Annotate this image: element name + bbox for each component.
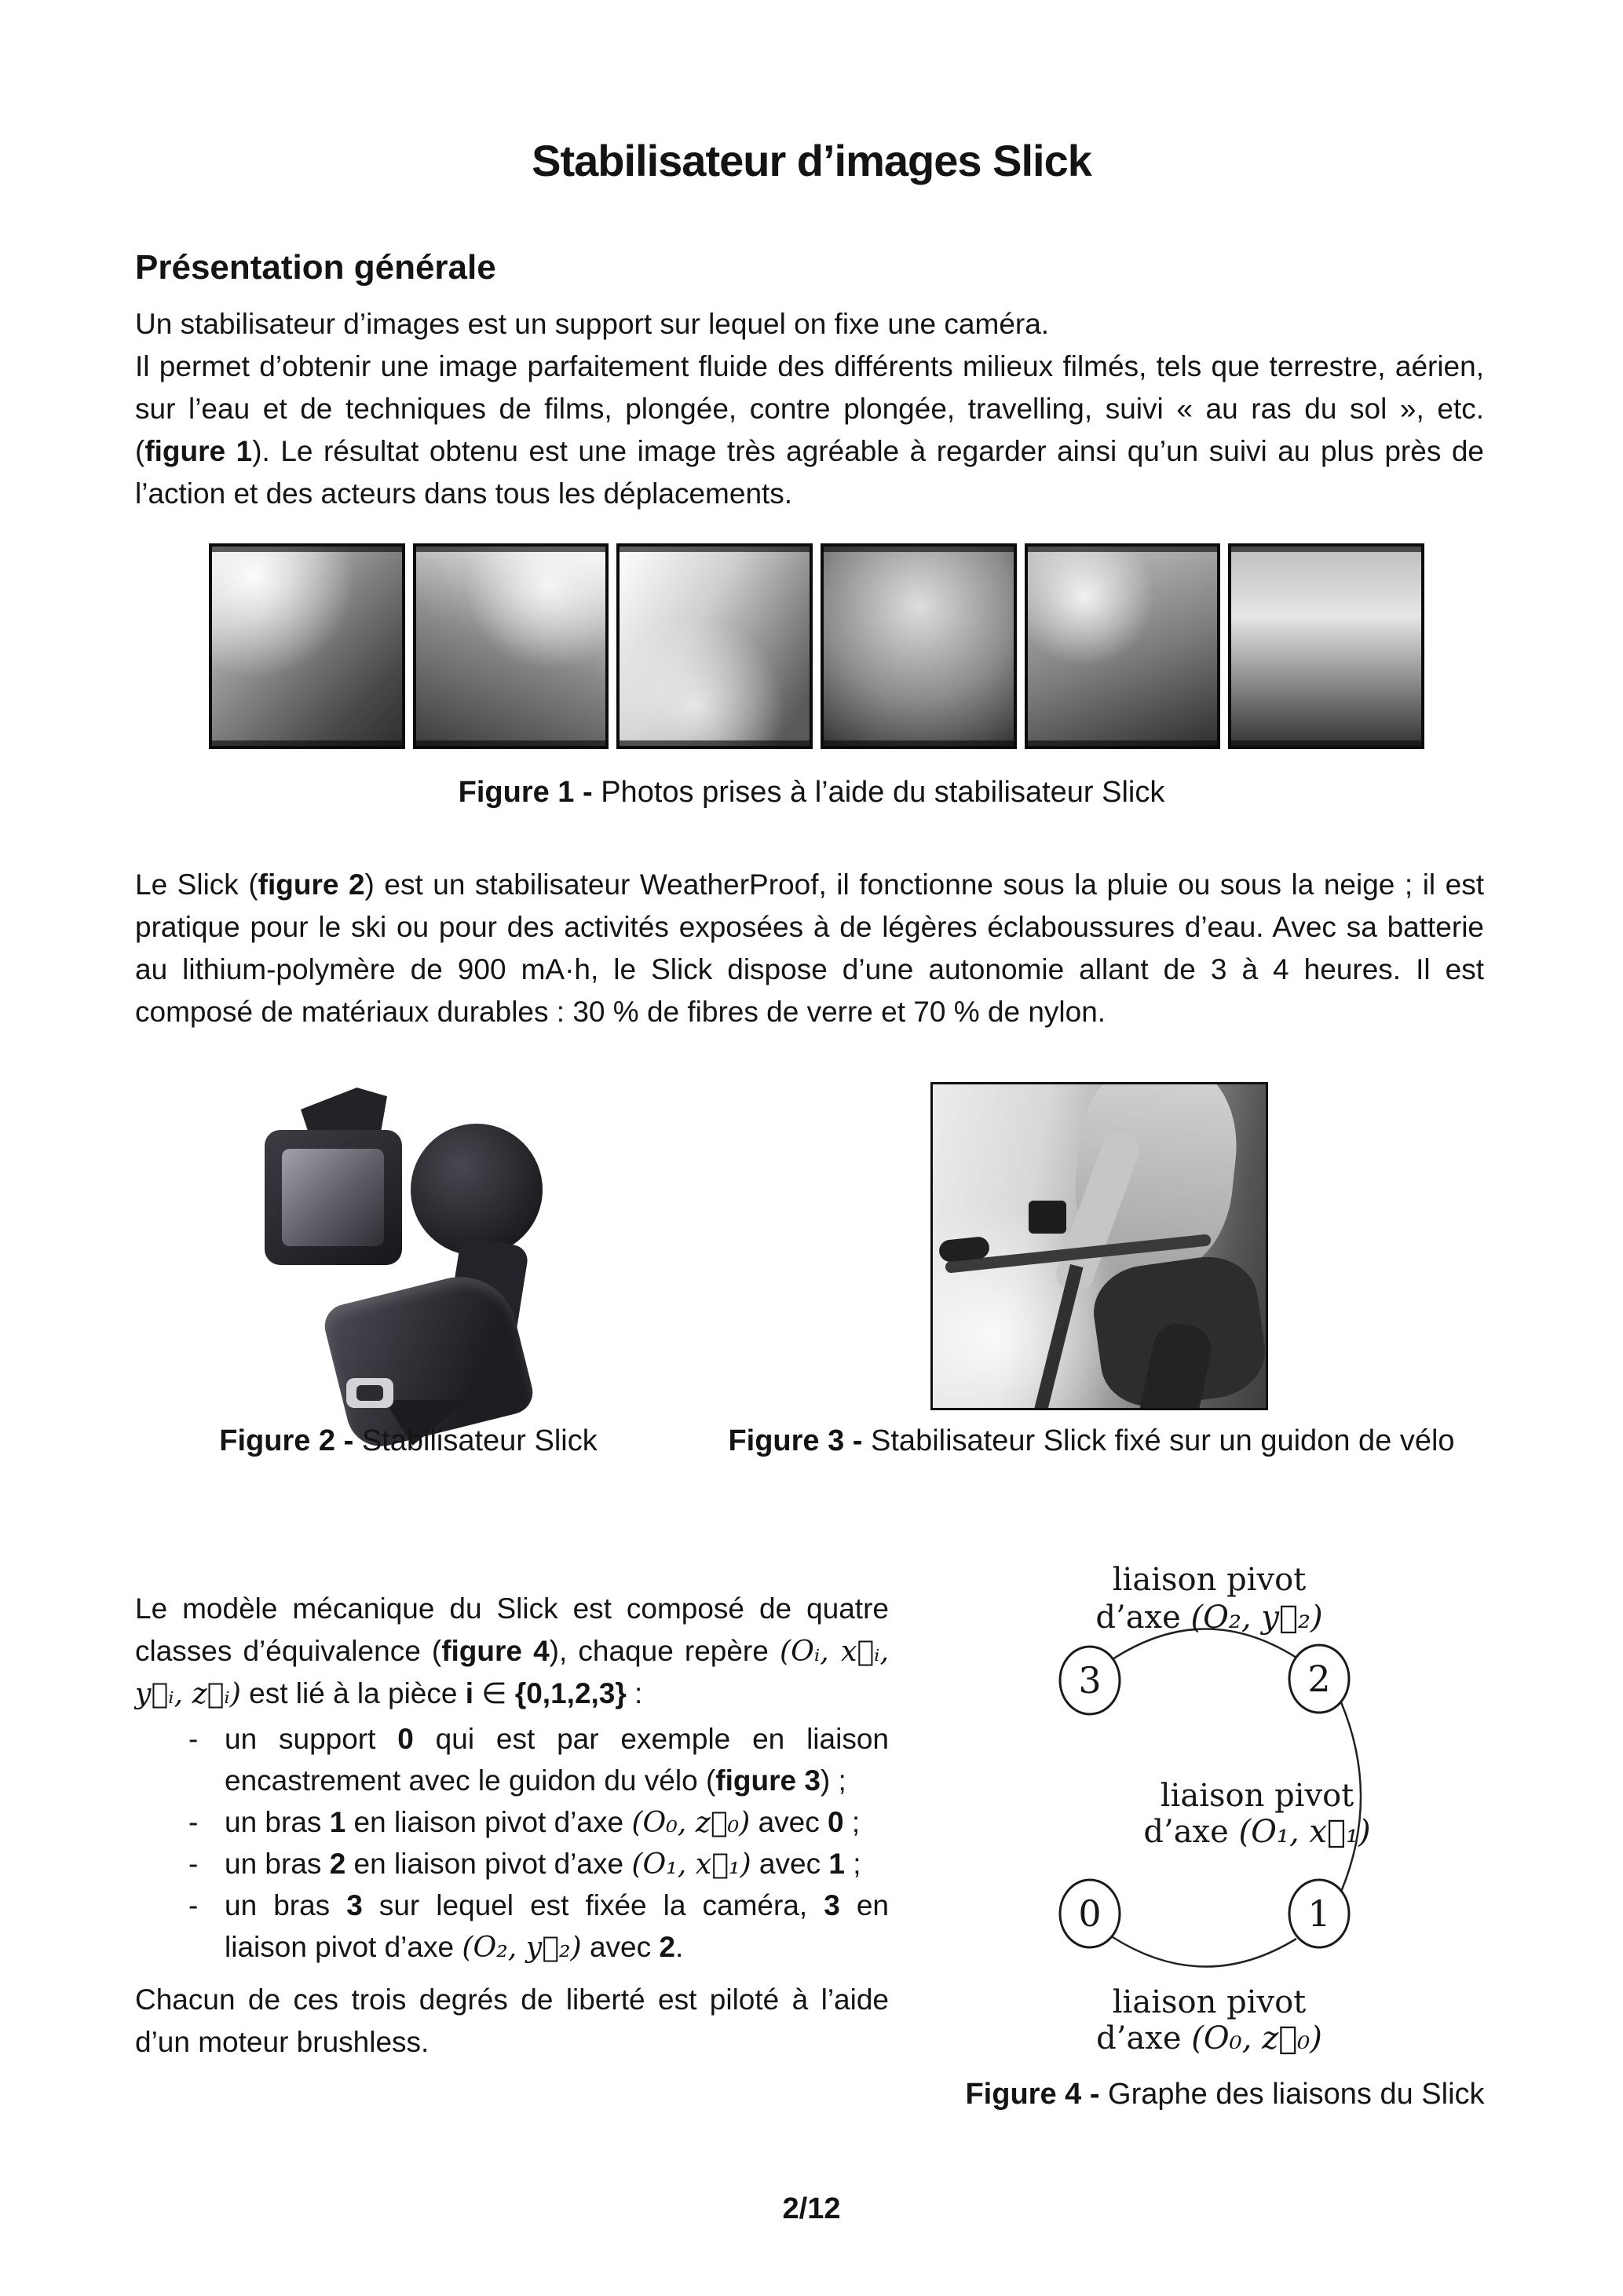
node-0-label: 0 [1078,1892,1102,1935]
bullet-dash: - [188,1848,199,1880]
figure2-reference: figure 2 [258,868,365,901]
bullet-dash: - [188,1806,199,1838]
intro-paragraph [135,303,1484,515]
middle-link-label-line1: liaison pivot [1160,1778,1354,1814]
intro-line-1: Un stabilisateur d’images est un support sur lequel on fixe une caméra. [135,308,1050,340]
figure4-caption-label: Figure 4 - [965,2078,1100,2111]
mounted-stabilizer [1029,1201,1066,1234]
list-item-bras-3 [135,1885,889,1968]
model-text-2: ), chaque repère [549,1635,780,1667]
list-item-bras-1 [135,1801,889,1843]
bullet-dash: - [188,1723,199,1755]
slick-text-start: Le Slick ( [135,868,258,901]
intro-text-end: ). Le résultat obtenu est une image très agréable à regarder ainsi qu’un suivi au plus près de l’action et des acteurs dans tous les déplacements. [135,435,1484,510]
model-text-4: : [626,1677,643,1709]
top-link-label-line2: d’axe (O₂, y⃗₂) [1095,1600,1323,1636]
figure3-caption [675,1423,1508,1459]
figure2-caption [181,1423,636,1459]
piece-index-set: {0,1,2,3} [514,1677,627,1709]
figure1-photo-5 [1025,543,1221,749]
figure3-caption-text: Stabilisateur Slick fixé sur un guidon de vélo [862,1424,1455,1457]
list-item-support-0 [135,1718,889,1801]
figure1-reference: figure 1 [144,435,253,467]
element-of-symbol: ∈ [473,1677,515,1709]
figure3-reference: figure 3 [715,1764,821,1797]
list-item-text: un bras 1 en liaison pivot d’axe (O₀, z⃗₀) avec 0 ; [225,1805,861,1839]
middle-link-axis-math: (O₁, x⃗₁) [1238,1814,1371,1850]
list-item-text: un bras 2 en liaison pivot d’axe (O₁, x⃗₁) avec 1 ; [225,1847,861,1881]
slick-text-end: ) est un stabilisateur WeatherProof, il fonctionne sous la pluie ou sous la neige ; il est pratique pour le ski ou pour des activités exposées à de légères éclaboussures d’eau. Avec sa batterie au lithium-polymère de 900 mA·h, le Slick dispose d’une autonomie allant de 3 à 4 heures. Il est composé de matériaux durables : 30 % de fibres de verre et 70 % de nylon. [135,868,1485,1028]
frame-math-notation: (Oᵢ, x⃗ᵢ, y⃗ᵢ, z⃗ᵢ) [135,1634,889,1710]
edge-0-1 [1113,1937,1296,1967]
pivot-axis-math: (O₂, y⃗₂) [462,1930,582,1964]
figure1-caption-text: Photos prises à l’aide du stabilisateur Slick [592,776,1165,809]
bottom-link-label-line2: d’axe (O₀, z⃗₀) [1096,2020,1322,2057]
top-link-axis-math: (O₂, y⃗₂) [1190,1600,1323,1636]
figure1-photo-3 [616,543,813,749]
piece-index-symbol: i [465,1677,474,1709]
bottom-link-label-line1: liaison pivot [1112,1984,1307,2020]
parts-list [135,1718,889,1968]
bottom-link-axis-math: (O₀, z⃗₀) [1191,2020,1322,2057]
figure1-photo-2 [413,543,609,749]
figure4-caption-text: Graphe des liaisons du Slick [1099,2078,1485,2111]
figure1-photo-1 [209,543,405,749]
node-1-label: 1 [1307,1892,1331,1935]
bullet-dash: - [188,1889,199,1921]
pivot-axis-math: (O₀, z⃗₀) [631,1805,751,1839]
model-text-3: est lié à la pièce [240,1677,466,1709]
figure1-photo-4 [821,543,1017,749]
figure4-link-graph [1013,1559,1531,2065]
pivot-axis-math: (O₁, x⃗₁) [631,1847,751,1881]
figure3-caption-label: Figure 3 - [728,1424,863,1457]
top-link-label-line1: liaison pivot [1112,1562,1307,1598]
power-button [346,1378,393,1408]
node-3-label: 3 [1078,1659,1102,1702]
gimbal-motor-disc [411,1124,543,1256]
model-text-1: Le modèle mécanique du Slick est composé de quatre classes d’équivalence ( [135,1592,889,1667]
list-item-bras-2 [135,1843,889,1885]
figure1-caption-label: Figure 1 - [458,776,593,809]
camera-mount-clip [301,1088,387,1136]
figure1-caption [0,774,1623,810]
section-heading: Présentation générale [135,248,496,287]
figure1-photo-strip [209,543,1424,749]
page-number: 2/12 [782,2192,841,2225]
figure2-caption-label: Figure 2 - [219,1424,354,1457]
figure1-photo-6 [1228,543,1424,749]
figure4-reference: figure 4 [441,1635,550,1667]
figure2-stabilizer-illustration [255,1088,554,1421]
intro-text: Il permet d’obtenir une image parfaitement fluide des différents milieux filmés, tels que terrestre, aérien, sur l’eau et de techniques de films, plongée, contre plongée, travelling, suivi « au ras du sol », etc. ( [135,350,1484,467]
list-item-text: un support 0 qui est par exemple en liaison encastrement avec le guidon du vélo (figure 3) ; [225,1723,889,1797]
bike-frame-tube [1031,1264,1083,1410]
list-item-text: un bras 3 sur lequel est fixée la caméra, 3 en liaison pivot d’axe (O₂, y⃗₂) avec 2. [225,1889,889,1964]
power-button-inner [356,1385,383,1401]
camera-screen [282,1149,384,1246]
closing-paragraph: Chacun de ces trois degrés de liberté est piloté à l’aide d’un moteur brushless. [135,1983,889,2058]
model-paragraph [135,1588,889,1715]
slick-paragraph [135,864,1484,1033]
middle-link-label-line2: d’axe (O₁, x⃗₁) [1143,1814,1371,1850]
figure2-caption-text: Stabilisateur Slick [353,1424,598,1457]
page-title: Stabilisateur d’images Slick [532,136,1091,185]
figure4-caption [927,2076,1523,2112]
node-2-label: 2 [1307,1658,1331,1700]
figure3-bike-photo [930,1082,1268,1410]
